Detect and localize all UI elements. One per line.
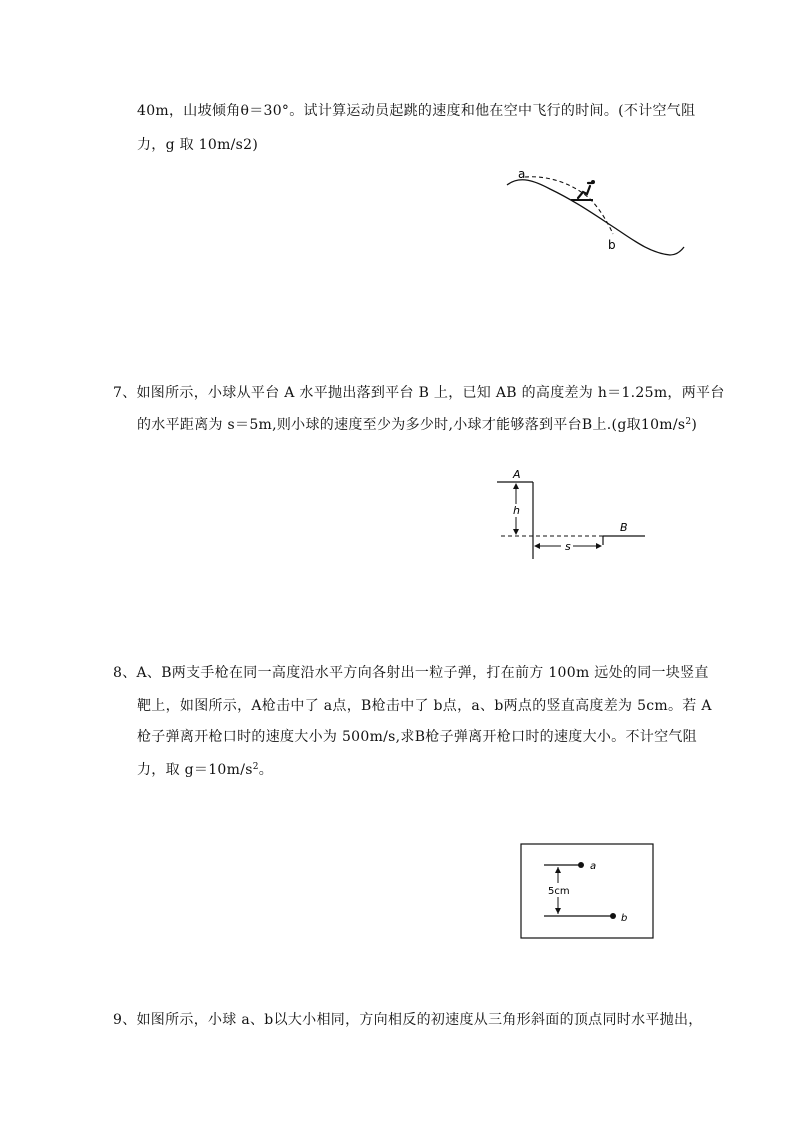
label-b: b — [621, 913, 628, 924]
label-h: h — [513, 504, 520, 517]
h-arrow-up-icon — [513, 483, 519, 489]
trajectory-dashed — [525, 177, 613, 234]
h-arrow-down-icon — [513, 529, 519, 535]
s-arrow-right-icon — [596, 543, 602, 549]
target-board — [521, 844, 653, 938]
q7-line2-end: ) — [691, 417, 698, 433]
q8-line4-end: 。 — [258, 762, 274, 778]
q7-line2-sup: 2 — [685, 417, 692, 427]
label-A: A — [513, 468, 521, 481]
s-arrow-left-icon — [534, 543, 540, 549]
q6-ski-jump-figure — [505, 163, 690, 263]
q8-line4-main: 力，取 g＝10m/s — [137, 762, 253, 778]
label-5cm: 5cm — [548, 886, 570, 897]
q7-text-line-1: 7、如图所示，小球从平台 A 水平抛出落到平台 B 上，已知 AB 的高度差为 h＝1.25m，两平台 — [113, 385, 725, 401]
q8-text-line-4 — [137, 760, 273, 780]
label-a: a — [518, 167, 526, 181]
q9-text-line-1: 9、如图所示，小球 a、b以大小相同，方向相反的初速度从三角形斜面的顶点同时水平抛出， — [113, 1012, 703, 1028]
gap-arrow-up-icon — [555, 867, 561, 873]
point-b — [610, 913, 616, 919]
q6-text-line-1: 40m，山坡倾角θ＝30°。试计算运动员起跳的速度和他在空中飞行的时间。(不计空气阻 — [137, 103, 696, 119]
q7-platform-figure — [493, 467, 653, 562]
q8-text-line-2: 靶上，如图所示，A枪击中了 a点，B枪击中了 b点，a、b两点的竖直高度差为 5cm。若 A — [137, 698, 712, 714]
label-s: s — [565, 540, 571, 553]
q6-text-line-2: 力，g 取 10m/s2) — [137, 137, 259, 153]
q8-text-line-1: 8、A、B两支手枪在同一高度沿水平方向各射出一粒子弹，打在前方 100m 远处的同一块竖直 — [113, 665, 709, 681]
label-B: B — [620, 521, 628, 534]
q7-line2-main: 的水平距离为 s＝5m,则小球的速度至少为多少时,小球才能够落到平台B上.(g取10m/s — [137, 417, 686, 433]
label-b: b — [608, 238, 616, 252]
slope-curve — [507, 180, 684, 255]
gap-arrow-down-icon — [555, 908, 561, 914]
q8-line4-sup: 2 — [252, 762, 259, 772]
q8-target-figure — [520, 843, 655, 940]
q7-text-line-2 — [137, 415, 697, 435]
point-a — [578, 862, 584, 868]
label-a: a — [590, 861, 597, 872]
q8-text-line-3: 枪子弹离开枪口时的速度大小为 500m/s,求B枪子弹离开枪口时的速度大小。不计空气阻 — [137, 729, 697, 745]
